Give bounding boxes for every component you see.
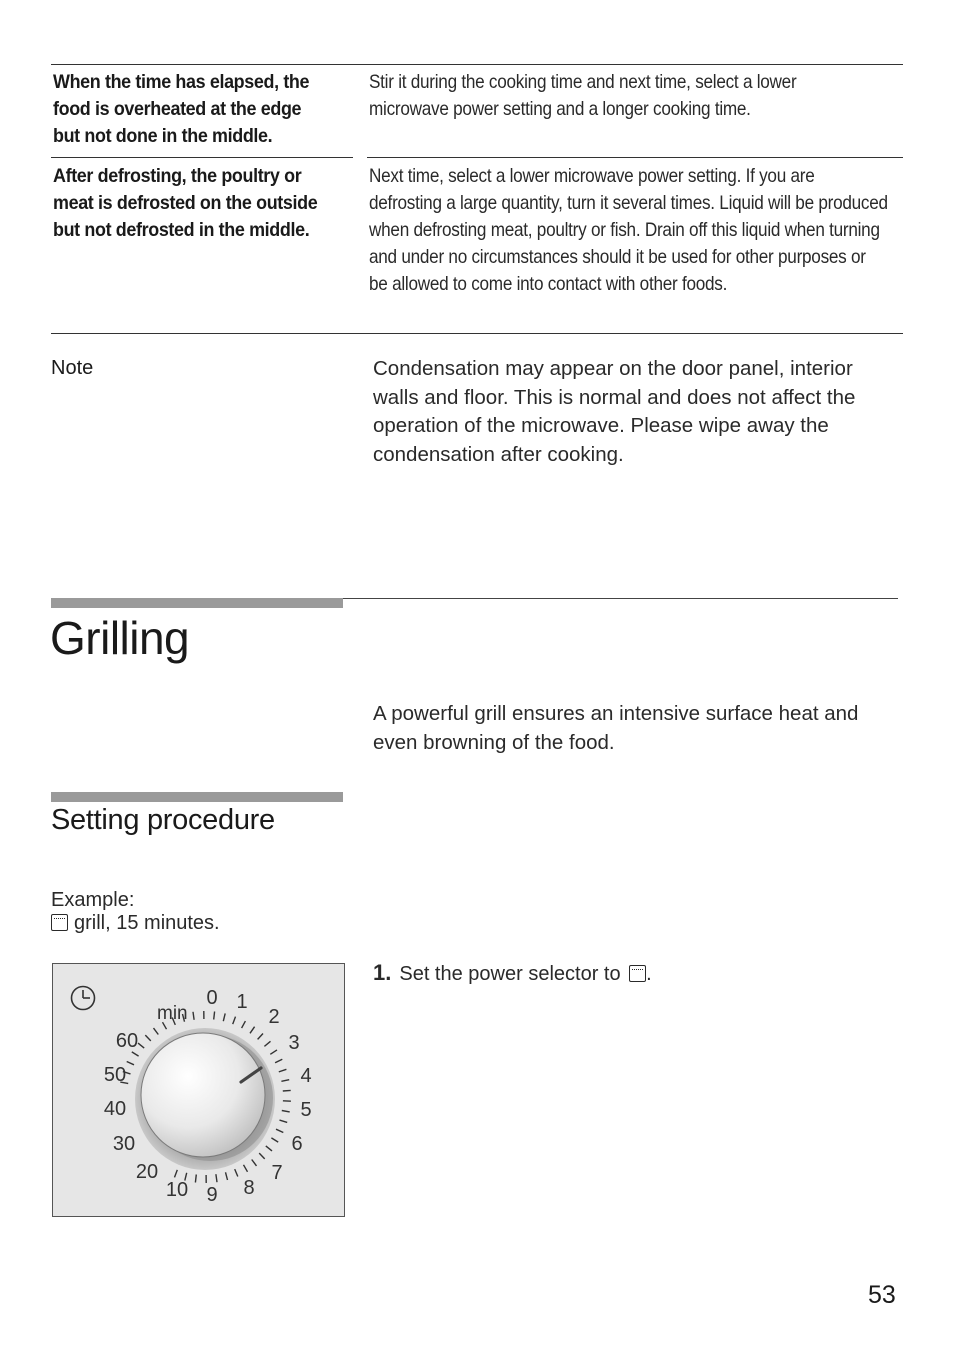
dial-tick bbox=[275, 1059, 282, 1063]
dial-label-1: 1 bbox=[236, 991, 248, 1013]
dial-tick bbox=[214, 1012, 215, 1020]
step-1 bbox=[373, 960, 652, 986]
dial-tick bbox=[279, 1069, 287, 1072]
dial-tick bbox=[175, 1170, 178, 1178]
dial-label-4: 4 bbox=[300, 1065, 312, 1087]
dial-tick bbox=[276, 1129, 283, 1132]
dial-label-20: 20 bbox=[135, 1161, 159, 1183]
dial-tick bbox=[270, 1050, 277, 1054]
grill-icon bbox=[51, 914, 68, 931]
example-text: grill, 15 minutes. bbox=[74, 912, 220, 934]
dial-tick bbox=[216, 1174, 217, 1182]
subsection-bar bbox=[51, 792, 343, 802]
dial-label-7: 7 bbox=[271, 1162, 283, 1184]
dial-tick bbox=[281, 1080, 289, 1082]
dial-label-10: 10 bbox=[165, 1179, 189, 1201]
table-row-rule-left bbox=[51, 157, 353, 158]
dial-label-9: 9 bbox=[206, 1184, 218, 1206]
dial-tick bbox=[235, 1169, 238, 1176]
section-intro: A powerful grill ensures an intensive surface heat and even browning of the food. bbox=[373, 702, 859, 754]
dial-tick bbox=[242, 1021, 246, 1028]
dial-label-8: 8 bbox=[243, 1177, 255, 1199]
dial-tick bbox=[244, 1165, 248, 1172]
dial-tick bbox=[138, 1043, 144, 1048]
grill-icon bbox=[629, 965, 646, 982]
dial-label-40: 40 bbox=[103, 1098, 127, 1120]
dial-tick bbox=[233, 1017, 236, 1025]
dial-label-3: 3 bbox=[288, 1032, 300, 1054]
dial-label-2: 2 bbox=[268, 1006, 280, 1028]
dial-tick bbox=[271, 1138, 278, 1142]
dial-tick bbox=[258, 1034, 263, 1040]
problem-1: When the time has elapsed, the food is overheated at the edge but not done in the middle. bbox=[53, 71, 310, 147]
dial-tick bbox=[132, 1052, 139, 1056]
dial-tick bbox=[266, 1146, 272, 1151]
problem-2: After defrosting, the poultry or meat is defrosted on the outside but not defrosted in the middle. bbox=[53, 165, 318, 241]
note-label: Note bbox=[51, 357, 94, 379]
dial-tick bbox=[195, 1175, 196, 1183]
step-text: Set the power selector to bbox=[399, 963, 621, 985]
clock-icon bbox=[72, 987, 95, 1010]
timer-dial-illustration bbox=[53, 964, 344, 1216]
table-top-rule bbox=[51, 64, 903, 65]
step-number: 1. bbox=[373, 960, 392, 985]
table-row-rule-right bbox=[367, 157, 903, 158]
example-line bbox=[51, 912, 220, 935]
remedy-1: Stir it during the cooking time and next time, select a lower microwave power setting and a longer cooking time. bbox=[369, 71, 797, 120]
dial-tick bbox=[223, 1013, 225, 1021]
dial-unit-label: min bbox=[157, 1003, 188, 1024]
example-label: Example: bbox=[51, 889, 135, 911]
dial-label-6: 6 bbox=[291, 1133, 303, 1155]
subsection-title: Setting procedure bbox=[51, 804, 275, 836]
dial-label-60: 60 bbox=[115, 1030, 139, 1052]
dial-label-0: 0 bbox=[206, 987, 218, 1009]
dial-label-50: 50 bbox=[103, 1064, 127, 1086]
dial-label-5: 5 bbox=[300, 1099, 312, 1121]
dial-tick bbox=[193, 1012, 194, 1020]
remedy-2: Next time, select a lower microwave power setting. If you are defrosting a large quantity, turn it several times. Liquid will be produced when defrosting meat, poultry or fish. Drain off this liquid when turning and under no circumstances should it be used for other purposes or be allowed to come into contact with other foods. bbox=[369, 165, 888, 295]
dial-tick bbox=[259, 1153, 265, 1159]
dial-label-30: 30 bbox=[112, 1133, 136, 1155]
dial-tick bbox=[154, 1028, 159, 1034]
example-block bbox=[51, 889, 220, 935]
dial-tick bbox=[264, 1041, 270, 1046]
step-suffix: . bbox=[646, 963, 652, 985]
dial-tick bbox=[252, 1160, 257, 1166]
timer-knob bbox=[141, 1033, 265, 1157]
section-bar bbox=[51, 598, 343, 608]
table-bottom-rule bbox=[51, 333, 903, 334]
section-title: Grilling bbox=[50, 612, 190, 664]
dial-tick bbox=[127, 1062, 134, 1065]
page-number: 53 bbox=[868, 1281, 896, 1309]
dial-tick bbox=[283, 1090, 291, 1091]
note-text: Condensation may appear on the door panel, interior walls and floor. This is normal and does not affect the operation of the microwave. Please wipe away the condensation after cooking. bbox=[373, 357, 856, 466]
dial-tick bbox=[145, 1035, 151, 1041]
dial-tick bbox=[250, 1027, 255, 1034]
section-rule bbox=[343, 598, 898, 599]
timer-dial-figure bbox=[52, 963, 345, 1217]
dial-tick bbox=[282, 1111, 290, 1112]
dial-tick bbox=[226, 1172, 228, 1180]
dial-tick bbox=[280, 1120, 288, 1122]
